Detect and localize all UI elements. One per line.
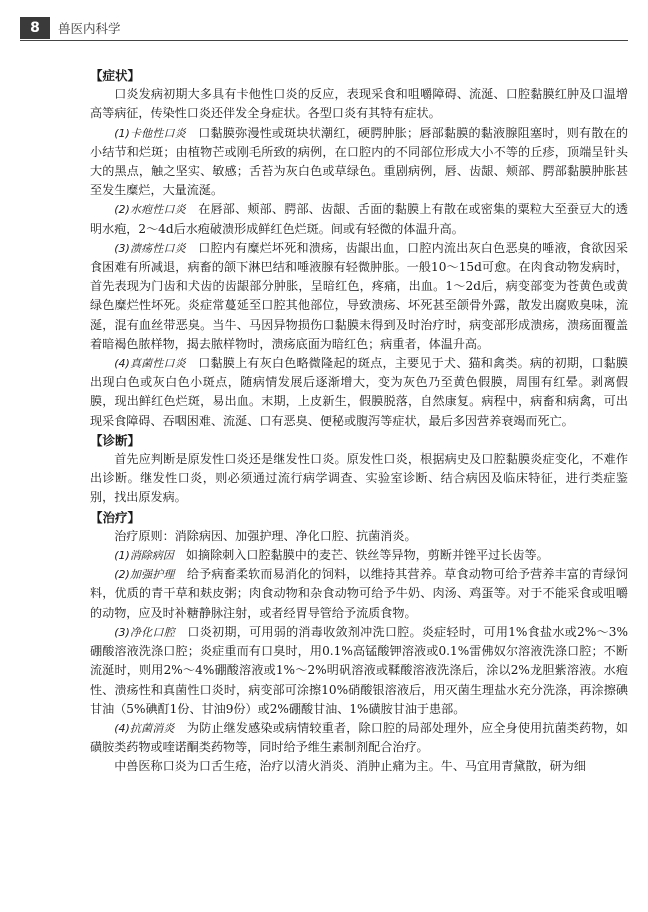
- symptom-item: [90, 200, 628, 238]
- page-number: 8: [20, 17, 50, 39]
- symptom-item: [90, 354, 628, 431]
- symptom-label: (1)卡他性口炎: [114, 126, 186, 140]
- symptom-item: [90, 124, 628, 201]
- page-header: [20, 16, 628, 41]
- treatment-label: (2)加强护理: [114, 568, 175, 582]
- symptom-text: 口黏膜弥漫性或斑块状潮红，硬腭肿胀；唇部黏膜的黏液腺阻塞时，则有散在的小结节和烂斑；由植物芒或刚毛所致的病例，在口腔内的不同部位形成大小不等的丘疹，顶端呈针头大的黑点，触之坚实、敏感；舌苔为灰白色或草绿色。重剧病例，唇、齿龈、颊部、腭部黏膜肿胀甚至发生糜烂，大量流涎。: [90, 125, 628, 198]
- treatment-principle: 治疗原则：消除病因、加强护理、净化口腔、抗菌消炎。: [114, 528, 417, 543]
- symptom-label: (2)水疱性口炎: [114, 203, 186, 217]
- treatment-label: (3)净化口腔: [114, 625, 176, 639]
- treatment-label: (1)消除病因: [114, 549, 174, 563]
- treatment-item: [90, 546, 628, 565]
- treatment-item: [90, 719, 628, 757]
- treatment-text: 给予病畜柔软而易消化的饲料，以维持其营养。草食动物可给予营养丰富的青绿饲料，优质的青干草和麸皮粥；肉食动物和杂食动物可给予牛奶、肉汤、鸡蛋等。对于不能采食或咀嚼的动物，应及时补糖静脉注射，或者经胃导管给予流质食物。: [90, 567, 628, 620]
- book-title: 兽医内科学: [58, 21, 121, 36]
- treatment-text: 为防止继发感染或病情较重者，除口腔的局部处理外，应全身使用抗菌类药物，如磺胺类药物或喹诺酮类药物等，同时给予维生素制剂配合治疗。: [90, 720, 628, 755]
- treatment-tcm: 中兽医称口炎为口舌生疮，治疗以清火消炎、消肿止痛为主。牛、马宜用青黛散，研为细: [114, 759, 586, 774]
- symptom-label: (4)真菌性口炎: [114, 357, 186, 371]
- treatment-heading: 【治疗】: [90, 509, 141, 525]
- symptoms-intro: 口炎发病初期大多具有卡他性口炎的反应，表现采食和咀嚼障碍、流涎、口腔黏膜红肿及口温增高等病征，传染性口炎还伴发全身症状。各型口炎有其特有症状。: [90, 87, 628, 121]
- treatment-text: 如摘除刺入口腔黏膜中的麦芒、铁丝等异物，剪断并锉平过长齿等。: [185, 548, 549, 563]
- treatment-item: [90, 565, 628, 623]
- treatment-text: 口炎初期，可用弱的消毒收敛剂冲洗口腔。炎症轻时，可用1%食盐水或2%～3%硼酸溶液洗涤口腔；炎症重而有口臭时，用0.1%高锰酸钾溶液或0.1%雷佛奴尔溶液洗涤口腔；不断流涎时，则用2%～4%硼酸溶液或1%～2%明矾溶液或鞣酸溶液洗涤后，涂以2%龙胆紫溶液。水疱性、溃疡性和真菌性口炎时，病变部可涂擦10%硝酸银溶液后，用灭菌生理盐水充分洗涤，再涂擦碘甘油（5%碘酊1份、甘油9份）或2%硼酸甘油、1%磺胺甘油于患部。: [90, 624, 628, 716]
- symptom-text: 在唇部、颊部、腭部、齿龈、舌面的黏膜上有散在或密集的粟粒大至蚕豆大的透明水疱，2～4d后水疱破溃形成鲜红色烂斑。间或有轻微的体温升高。: [90, 202, 628, 236]
- diagnosis-heading: 【诊断】: [90, 432, 141, 448]
- symptom-text: 口腔内有糜烂坏死和溃疡，齿龈出血，口腔内流出灰白色恶臭的唾液，食欲因采食困难有所减退，病畜的颌下淋巴结和唾液腺有轻微肿胀。一般10～15d可愈。在肉食动物发病时，首先表现为门齿和犬齿的齿龈部分肿胀，呈暗红色，疼痛，出血。1～2d后，病变部变为苍黄色或黄绿色糜烂性坏死。炎症常蔓延至口腔其他部位，导致溃疡、坏死甚至颌骨外露，散发出腐败臭味，流涎，混有血丝带恶臭。当牛、马因异物损伤口黏膜未得到及时治疗时，病变部形成溃疡，溃疡面覆盖着暗褐色脓样物，揭去脓样物时，溃疡底面为暗红色；病重者，体温升高。: [90, 240, 628, 351]
- page-content: [90, 66, 628, 777]
- symptoms-heading: 【症状】: [90, 68, 141, 83]
- symptom-label: (3)溃疡性口炎: [114, 241, 186, 255]
- symptom-item: [90, 239, 628, 354]
- diagnosis-text: 首先应判断是原发性口炎还是继发性口炎。原发性口炎，根据病史及口腔黏膜炎症变化，不难作出诊断。继发性口炎，则必须通过流行病学调查、实验室诊断、结合病因及临床特征，进行类症鉴别，找出原发病。: [90, 452, 628, 505]
- symptom-text: 口黏膜上有灰白色略微隆起的斑点，主要见于犬、猫和禽类。病的初期，口黏膜出现白色或灰白色小斑点，随病情发展后逐渐增大，变为灰色乃至黄色假膜，周围有红晕。剥离假膜，现出鲜红色烂斑，易出血。末期，上皮新生，假膜脱落，自然康复。病程中，病畜和病禽，可出现采食障碍、吞咽困难、流涎、口有恶臭、便秘或腹泻等症状，最后多因营养衰竭而死亡。: [90, 356, 628, 428]
- treatment-label: (4)抗菌消炎: [114, 721, 175, 735]
- treatment-item: [90, 623, 628, 719]
